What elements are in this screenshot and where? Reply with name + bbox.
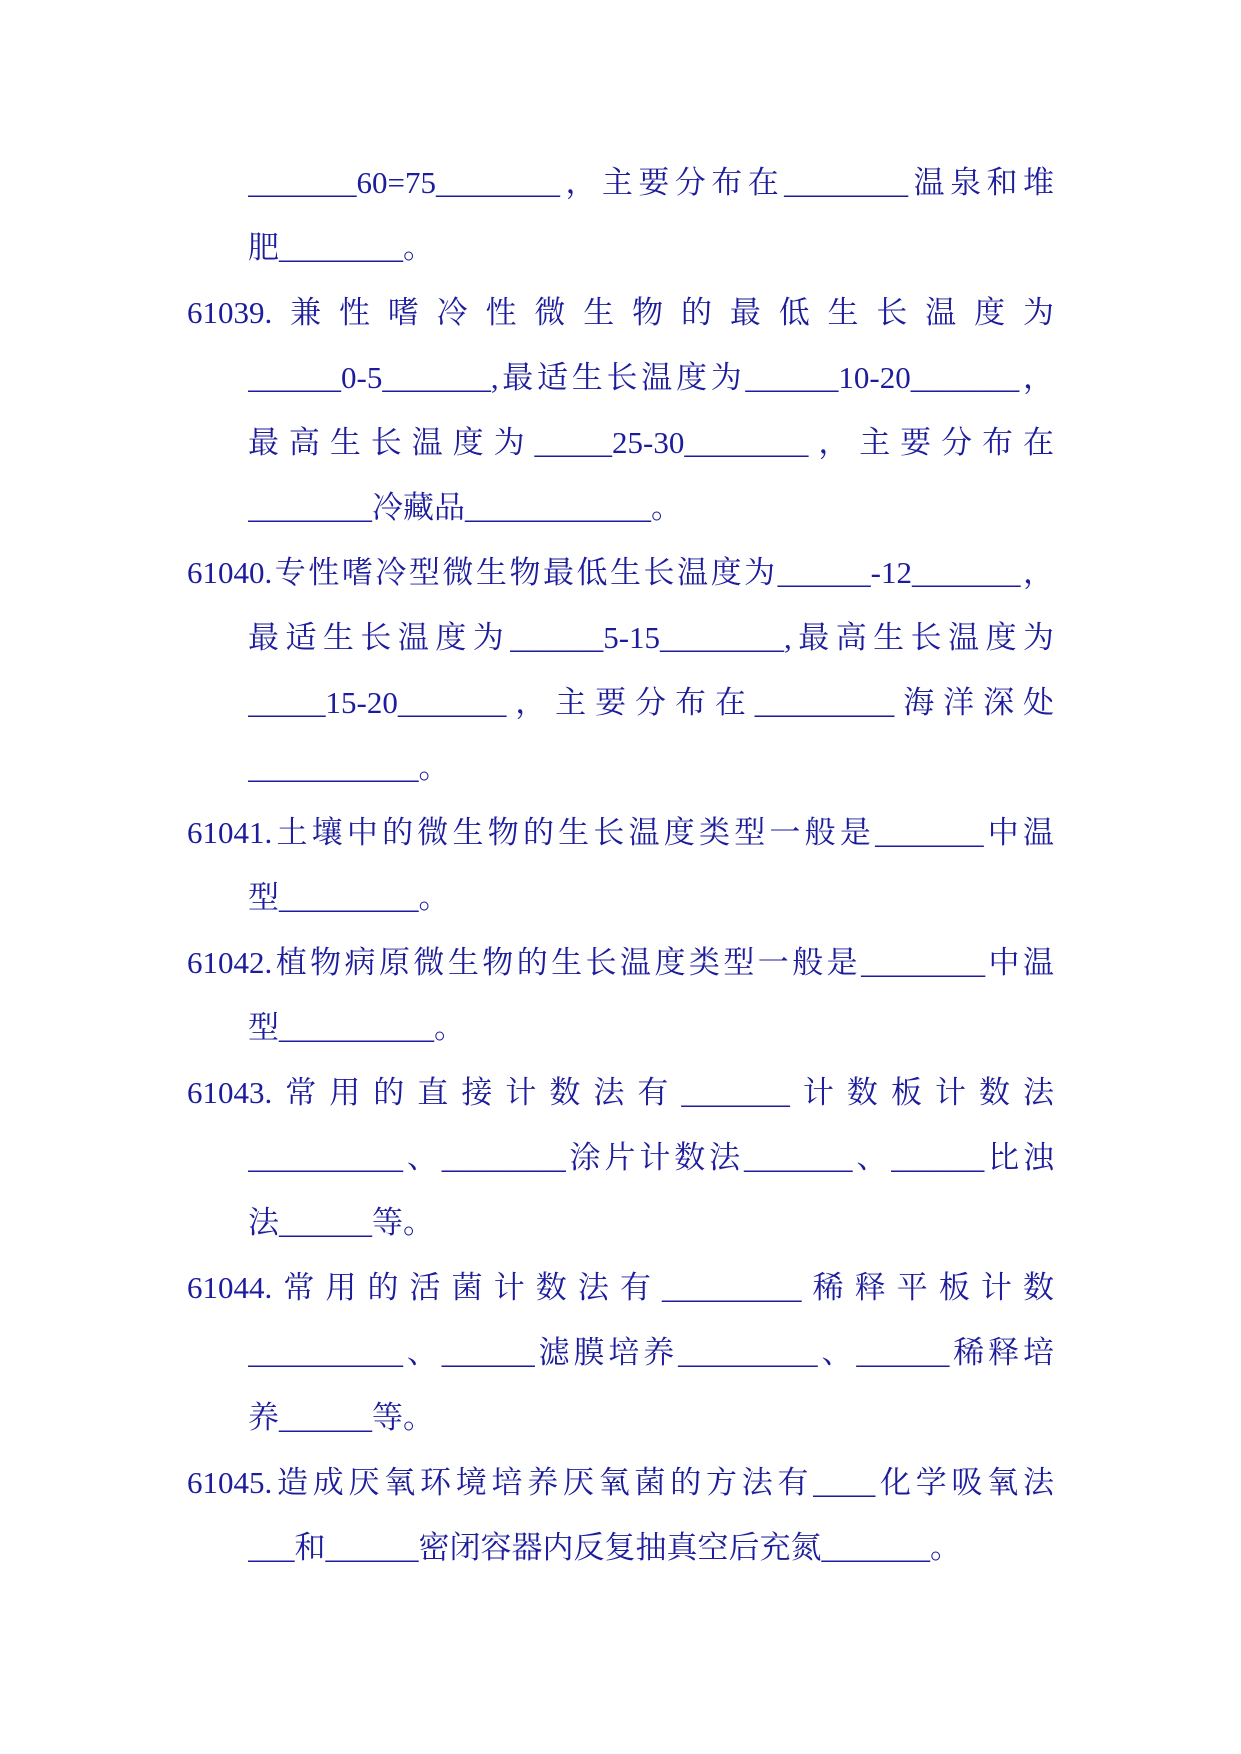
question-number: 61042.	[187, 945, 273, 980]
question-number: 61039.	[187, 295, 273, 330]
question-text: 土壤中的微生物的生长温度类型一般是_______中温	[272, 815, 1054, 850]
question-text: 最高生长温度为_____25-30________，主要分布在	[248, 425, 1054, 460]
question-line	[248, 1385, 1054, 1450]
question-text: 养______等。	[248, 1400, 434, 1435]
question-number: 61043.	[187, 1075, 273, 1110]
question-text: ___和______密闭容器内反复抽真空后充氮_______。	[248, 1530, 961, 1565]
question-number: 61040.	[187, 555, 273, 590]
question-text: __________、______滤膜培养_________、______稀释培	[248, 1335, 1054, 1370]
question-number: 61041.	[187, 815, 273, 850]
question-line	[248, 865, 1054, 930]
question-line	[248, 605, 1054, 670]
question-number: 61044.	[187, 1270, 273, 1305]
question-line	[248, 410, 1054, 475]
question-text: _______60=75________，主要分布在________温泉和堆	[248, 165, 1054, 200]
question-line	[248, 1320, 1054, 1385]
question-text: 兼性嗜冷性微生物的最低生长温度为	[272, 295, 1054, 330]
question-line	[248, 670, 1054, 735]
question-text: 型__________。	[248, 1010, 465, 1045]
question-line	[248, 1190, 1054, 1255]
question-line	[187, 1060, 1054, 1125]
question-text: 型_________。	[248, 880, 450, 915]
question-text: 法______等。	[248, 1205, 434, 1240]
question-text: 专性嗜冷型微生物最低生长温度为______-12_______，	[272, 555, 1054, 590]
question-text: ________冷藏品____________。	[248, 490, 682, 525]
question-line	[187, 930, 1054, 995]
question-text: 常用的活菌计数法有_________稀释平板计数	[272, 1270, 1054, 1305]
question-line	[248, 215, 1054, 280]
question-line	[248, 475, 1054, 540]
question-text: 最适生长温度为______5-15________,最高生长温度为	[248, 620, 1054, 655]
question-number: 61045.	[187, 1465, 273, 1500]
question-text: ______0-5_______,最适生长温度为______10-20_______，	[248, 360, 1054, 395]
question-line	[248, 735, 1054, 800]
question-line	[248, 1125, 1054, 1190]
question-text: 造成厌氧环境培养厌氧菌的方法有____化学吸氧法	[272, 1465, 1054, 1500]
question-text: _____15-20_______，主要分布在_________海洋深处	[248, 685, 1054, 720]
question-line	[187, 1255, 1054, 1320]
question-line	[248, 995, 1054, 1060]
question-line	[187, 1450, 1054, 1515]
question-line	[187, 280, 1054, 345]
question-line	[187, 540, 1054, 605]
question-line	[187, 800, 1054, 865]
question-line	[248, 150, 1054, 215]
question-text: __________、________涂片计数法_______、______比浊	[248, 1140, 1054, 1175]
question-text: ___________。	[248, 750, 450, 785]
question-line	[248, 1515, 1054, 1580]
question-text: 常用的直接计数法有_______计数板计数法	[272, 1075, 1054, 1110]
question-text: 植物病原微生物的生长温度类型一般是________中温	[272, 945, 1054, 980]
question-text: 肥________。	[248, 230, 434, 265]
question-line	[248, 345, 1054, 410]
